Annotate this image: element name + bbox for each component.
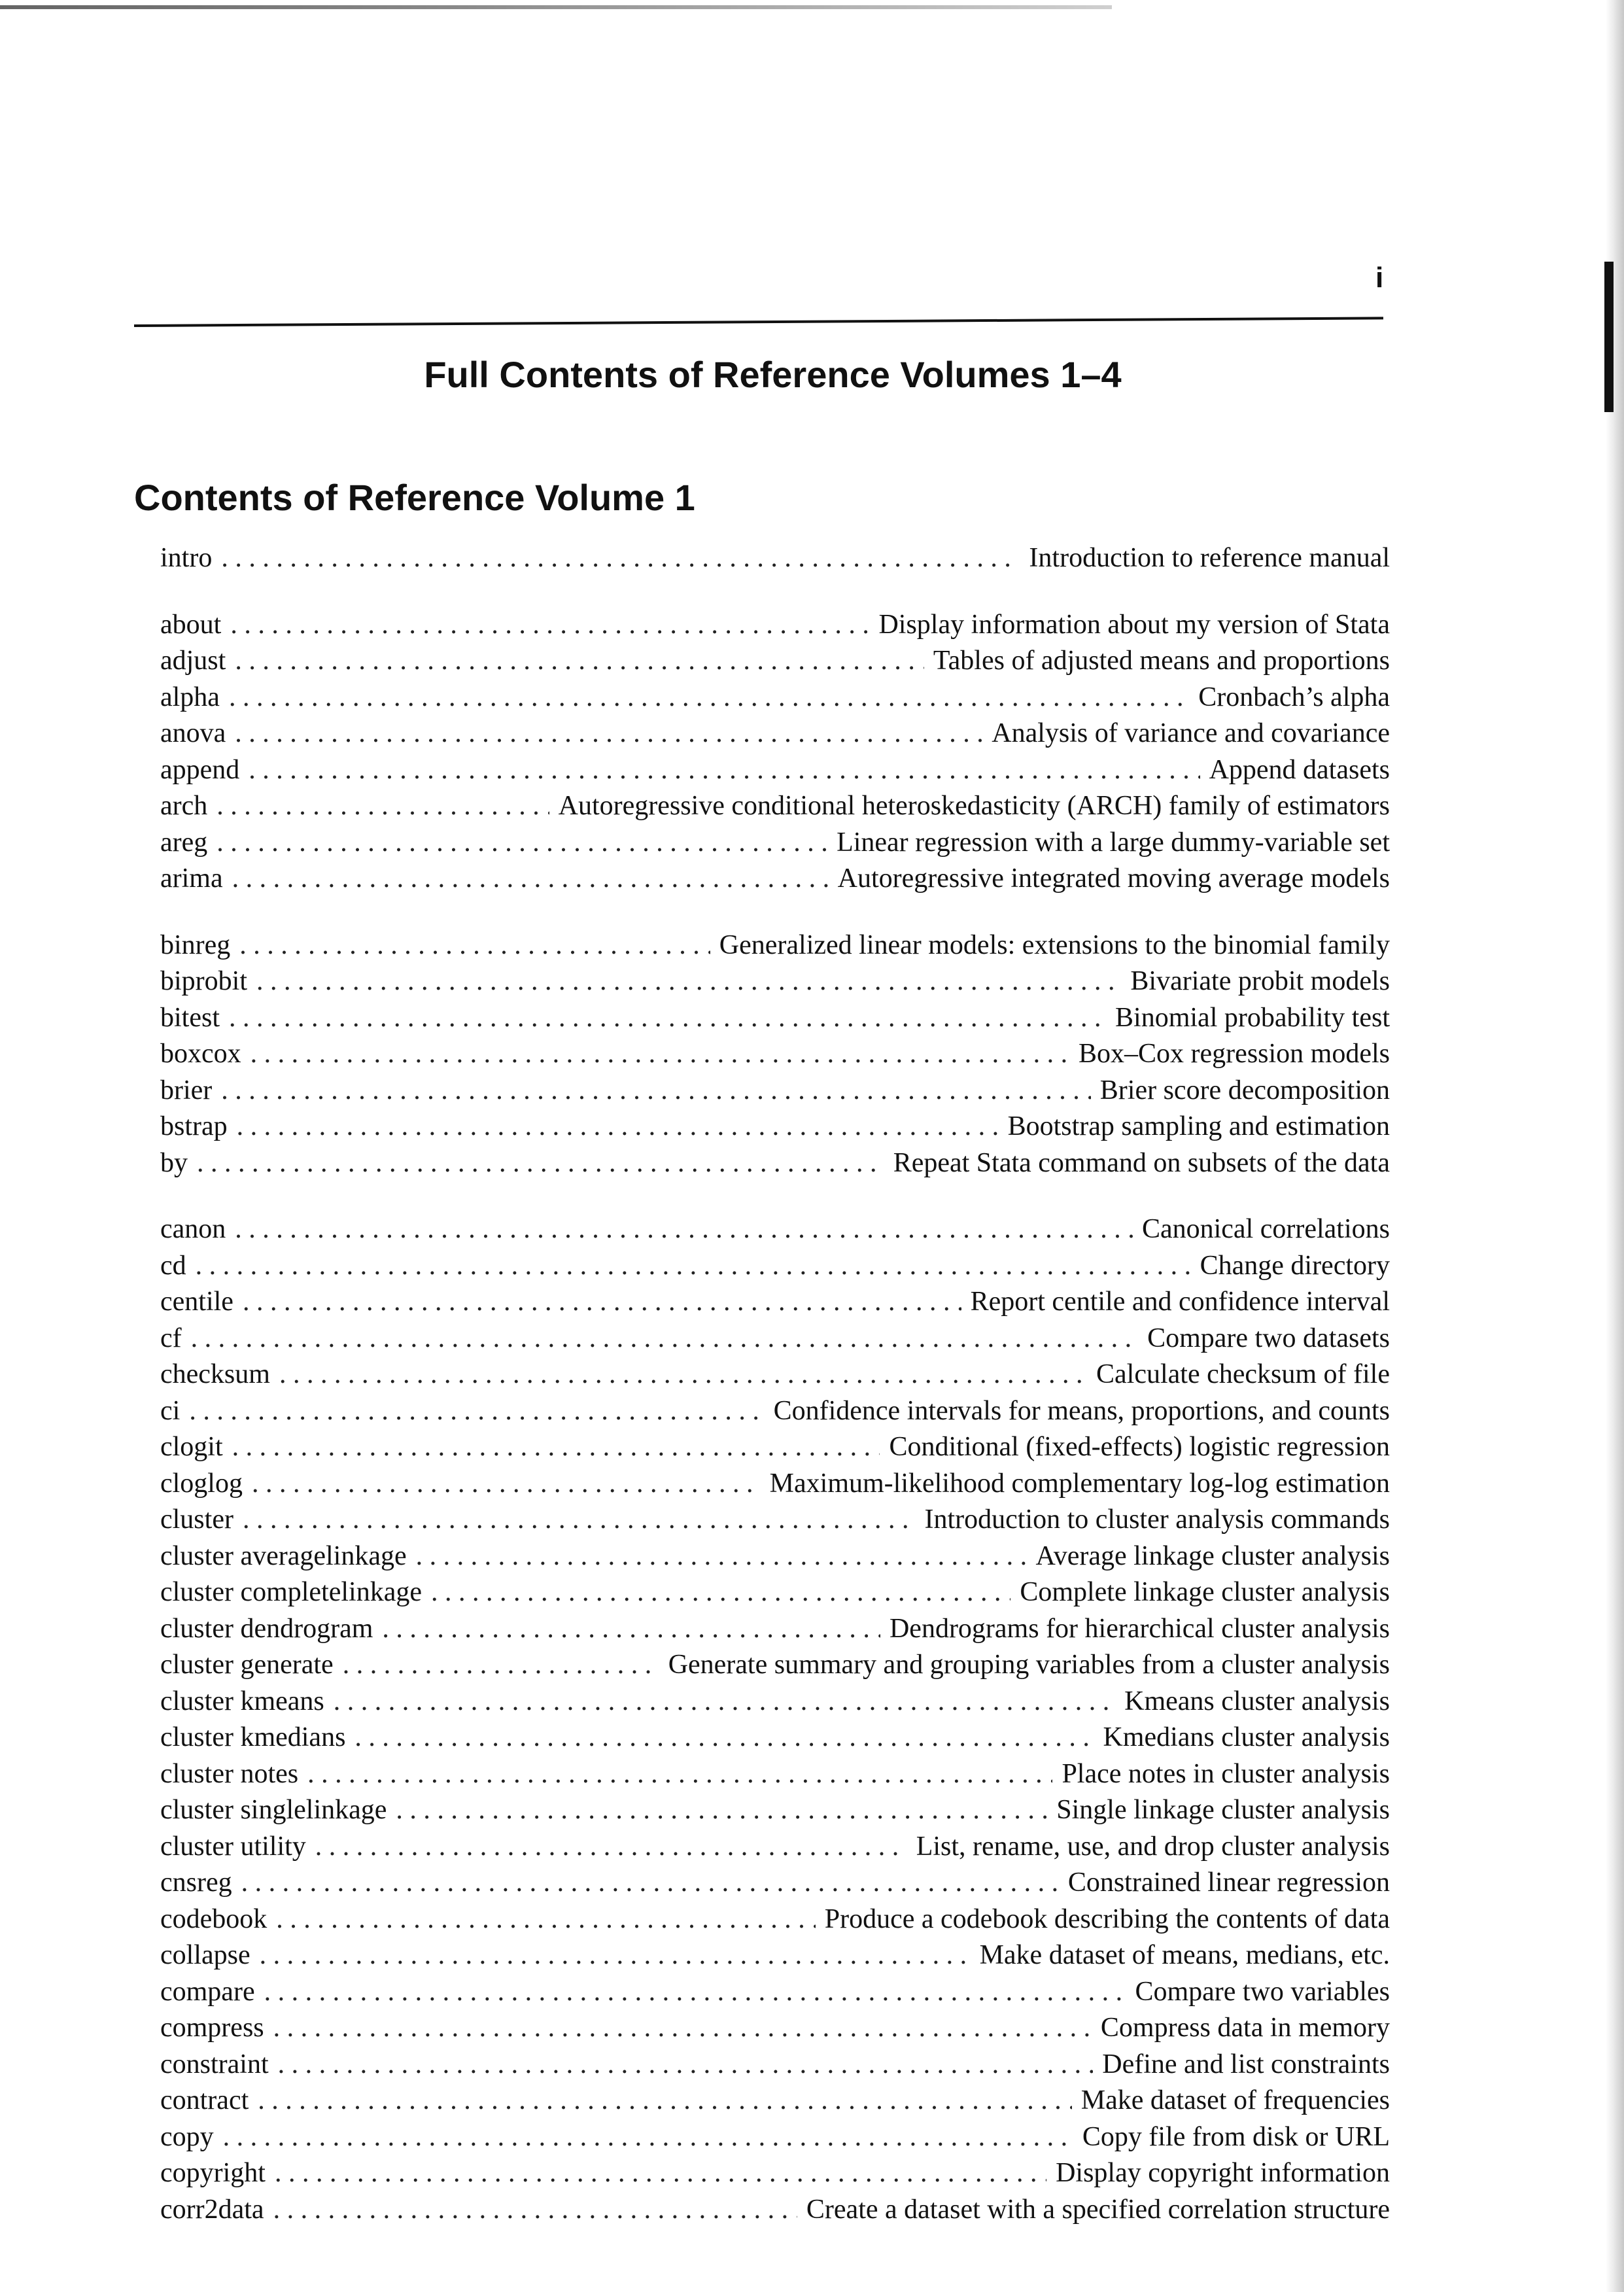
toc-command: anova: [160, 718, 226, 748]
toc-description: Introduction to cluster analysis commands: [924, 1504, 1390, 1535]
toc-description: Canonical correlations: [1141, 1214, 1390, 1244]
dot-leader: [307, 1756, 1052, 1793]
toc-description: Create a dataset with a specified correlation structure: [806, 2194, 1390, 2225]
toc-entry: [160, 1684, 1390, 1720]
toc-entry: [160, 1284, 1390, 1321]
toc-description: Kmeans cluster analysis: [1124, 1686, 1390, 1716]
toc-entry: [160, 1792, 1390, 1829]
toc-command: cluster: [160, 1504, 233, 1535]
dot-leader: [396, 1792, 1047, 1829]
dot-leader: [279, 1357, 1087, 1393]
toc-entry: [160, 861, 1390, 897]
dot-leader: [235, 643, 924, 680]
dot-leader: [237, 1109, 999, 1145]
dot-leader: [343, 1647, 659, 1684]
toc-entry: [160, 1720, 1390, 1756]
dot-leader: [221, 1073, 1090, 1109]
toc-command: intro: [160, 543, 213, 573]
dot-leader: [256, 964, 1121, 1000]
toc-command: bitest: [160, 1002, 220, 1033]
dot-leader: [251, 1036, 1069, 1073]
scan-edge-top: [0, 5, 1112, 9]
toc-entry: [160, 1109, 1390, 1145]
toc-command: cluster kmeans: [160, 1686, 324, 1716]
toc-description: Change directory: [1200, 1250, 1390, 1281]
dot-leader: [189, 1393, 764, 1430]
toc-entry: [160, 1145, 1390, 1182]
toc-description: Make dataset of frequencies: [1080, 2085, 1390, 2115]
toc-description: Dendrograms for hierarchical cluster analysis: [889, 1613, 1390, 1644]
toc-command: contract: [160, 2085, 249, 2115]
toc-description: Report centile and confidence interval: [970, 1287, 1390, 1317]
toc-entry: [160, 2155, 1390, 2192]
toc-command: cluster completelinkage: [160, 1577, 423, 1607]
dot-leader: [191, 1321, 1138, 1357]
toc-entry: [160, 964, 1390, 1000]
dot-leader: [382, 1611, 880, 1648]
toc-description: Bivariate probit models: [1130, 966, 1390, 996]
toc-description: Autoregressive integrated moving average models: [837, 863, 1390, 894]
dot-leader: [275, 2155, 1046, 2192]
toc-description: Copy file from disk or URL: [1082, 2121, 1390, 2152]
toc-command: cluster singlelinkage: [160, 1795, 387, 1825]
toc-description: Brier score decomposition: [1099, 1075, 1390, 1105]
toc-entry: [160, 752, 1390, 789]
toc-description: Single linkage cluster analysis: [1056, 1795, 1390, 1825]
toc-entry: [160, 1211, 1390, 1248]
dot-leader: [221, 540, 1020, 577]
toc-description: Display copyright information: [1056, 2158, 1390, 2188]
toc-description: Analysis of variance and covariance: [992, 718, 1390, 748]
toc-entry: [160, 1829, 1390, 1866]
dot-leader: [334, 1684, 1115, 1720]
toc-description: Append datasets: [1209, 754, 1390, 785]
toc-description: Bootstrap sampling and estimation: [1007, 1111, 1390, 1141]
dot-leader: [197, 1145, 884, 1182]
toc-command: corr2data: [160, 2194, 264, 2225]
toc-entry: [160, 1937, 1390, 1974]
toc-command: areg: [160, 827, 208, 858]
toc-description: Repeat Stata command on subsets of the data: [893, 1147, 1390, 1178]
toc-command: centile: [160, 1287, 233, 1317]
toc-description: Display information about my version of Stata: [878, 609, 1390, 640]
toc-entry: [160, 680, 1390, 716]
dot-leader: [232, 1429, 880, 1466]
toc-command: about: [160, 609, 222, 640]
toc-entry: [160, 1647, 1390, 1684]
toc-command: append: [160, 754, 240, 785]
toc-description: Maximum-likelihood complementary log-log estimation: [769, 1468, 1390, 1499]
toc-command: adjust: [160, 646, 226, 676]
toc-command: arch: [160, 791, 208, 821]
toc-command: binreg: [160, 929, 231, 960]
toc-description: Calculate checksum of file: [1096, 1359, 1390, 1389]
dot-leader: [249, 752, 1200, 789]
toc-entry: [160, 2083, 1390, 2119]
toc-command: copyright: [160, 2158, 266, 2188]
toc-entry: [160, 2192, 1390, 2229]
dot-leader: [232, 861, 829, 897]
toc-description: Tables of adjusted means and proportions: [933, 646, 1390, 676]
dot-leader: [258, 2083, 1071, 2119]
toc-entry: [160, 716, 1390, 752]
toc-entry: [160, 1429, 1390, 1466]
toc-group: [160, 1211, 1390, 2228]
dot-leader: [354, 1720, 1094, 1756]
toc-entry: [160, 1502, 1390, 1538]
toc-group: [160, 607, 1390, 897]
toc-entry: [160, 1974, 1390, 2011]
toc-command: arima: [160, 863, 223, 894]
dot-leader: [216, 825, 827, 861]
dot-leader: [235, 716, 982, 752]
toc-description: Place notes in cluster analysis: [1062, 1758, 1390, 1789]
dot-leader: [243, 1284, 961, 1321]
toc-description: Generate summary and grouping variables from a cluster analysis: [668, 1650, 1390, 1680]
toc-description: Introduction to reference manual: [1029, 543, 1390, 573]
toc-command: cluster dendrogram: [160, 1613, 373, 1644]
toc-description: List, rename, use, and drop cluster analysis: [916, 1831, 1390, 1862]
toc-command: cloglog: [160, 1468, 243, 1499]
toc-command: cf: [160, 1323, 182, 1353]
toc-description: Complete linkage cluster analysis: [1020, 1577, 1390, 1607]
toc-entry: [160, 1466, 1390, 1502]
toc-description: Cronbach’s alpha: [1198, 682, 1390, 712]
toc-command: biprobit: [160, 966, 247, 996]
dot-leader: [273, 2192, 797, 2229]
page-title: [0, 353, 1624, 396]
dot-leader: [223, 2119, 1073, 2156]
toc-entry: [160, 1901, 1390, 1938]
dot-leader: [273, 2010, 1092, 2047]
toc-description: Define and list constraints: [1102, 2049, 1390, 2079]
toc-description: Box–Cox regression models: [1079, 1039, 1390, 1069]
toc-command: canon: [160, 1214, 226, 1244]
toc-entry: [160, 928, 1390, 964]
dot-leader: [264, 1974, 1126, 2011]
toc-description: Binomial probability test: [1115, 1002, 1390, 1033]
dot-leader: [239, 928, 710, 964]
toc-command: boxcox: [160, 1039, 241, 1069]
toc-command: alpha: [160, 682, 220, 712]
dot-leader: [230, 607, 869, 644]
dot-leader: [252, 1466, 761, 1502]
toc-entry: [160, 1611, 1390, 1648]
dot-leader: [216, 788, 549, 825]
toc-entry: [160, 643, 1390, 680]
toc-entry: [160, 1073, 1390, 1109]
toc-entry: [160, 825, 1390, 861]
toc-entry: [160, 1036, 1390, 1073]
toc-entry: [160, 2119, 1390, 2156]
toc-entry: [160, 1865, 1390, 1901]
toc-entry: [160, 1357, 1390, 1393]
toc-command: compare: [160, 1976, 255, 2007]
toc-entry: [160, 607, 1390, 644]
toc-command: cluster notes: [160, 1758, 299, 1789]
toc-command: copy: [160, 2121, 214, 2152]
toc-command: cluster kmedians: [160, 1722, 346, 1752]
toc-command: cluster utility: [160, 1831, 306, 1862]
toc-command: constraint: [160, 2049, 269, 2079]
toc-entry: [160, 1756, 1390, 1793]
toc-description: Generalized linear models: extensions to the binomial family: [719, 929, 1390, 960]
table-of-contents: [160, 540, 1390, 2258]
toc-entry: [160, 2047, 1390, 2083]
page-title-text: Full Contents of Reference Volumes 1–4: [424, 354, 1122, 395]
dot-leader: [241, 1865, 1059, 1901]
dot-leader: [315, 1829, 907, 1866]
toc-command: cluster averagelinkage: [160, 1540, 407, 1571]
toc-entry: [160, 1321, 1390, 1357]
toc-command: ci: [160, 1395, 181, 1426]
toc-description: Confidence intervals for means, proportions, and counts: [773, 1395, 1390, 1426]
toc-command: compress: [160, 2013, 264, 2043]
toc-command: bstrap: [160, 1111, 228, 1141]
toc-description: Constrained linear regression: [1067, 1867, 1390, 1898]
toc-command: codebook: [160, 1903, 268, 1934]
toc-description: Kmedians cluster analysis: [1103, 1722, 1390, 1752]
dot-leader: [276, 1901, 815, 1938]
toc-command: checksum: [160, 1359, 270, 1389]
toc-command: cluster generate: [160, 1650, 334, 1680]
toc-command: collapse: [160, 1940, 251, 1970]
dot-leader: [196, 1248, 1191, 1285]
dot-leader: [278, 2047, 1094, 2083]
toc-command: cnsreg: [160, 1867, 232, 1898]
dot-leader: [431, 1574, 1011, 1611]
dot-leader: [235, 1211, 1133, 1248]
toc-description: Average linkage cluster analysis: [1035, 1540, 1390, 1571]
dot-leader: [260, 1937, 971, 1974]
toc-description: Linear regression with a large dummy-variable set: [837, 827, 1390, 858]
toc-group: [160, 540, 1390, 577]
toc-description: Compare two datasets: [1147, 1323, 1390, 1353]
page-number: i: [1375, 262, 1384, 294]
dot-leader: [229, 1000, 1106, 1037]
toc-entry: [160, 1393, 1390, 1430]
header-rule: [134, 317, 1383, 327]
toc-description: Compare two variables: [1135, 1976, 1390, 2007]
dot-leader: [229, 680, 1189, 716]
toc-command: by: [160, 1147, 188, 1178]
toc-entry: [160, 2010, 1390, 2047]
toc-description: Conditional (fixed-effects) logistic regression: [889, 1432, 1390, 1462]
toc-description: Make dataset of means, medians, etc.: [979, 1940, 1390, 1970]
toc-command: clogit: [160, 1432, 223, 1462]
toc-group: [160, 928, 1390, 1182]
section-heading: Contents of Reference Volume 1: [134, 477, 695, 518]
toc-description: Compress data in memory: [1100, 2013, 1390, 2043]
toc-description: Produce a codebook describing the contents of data: [824, 1903, 1390, 1934]
toc-entry: [160, 1000, 1390, 1037]
toc-entry: [160, 1574, 1390, 1611]
toc-entry: [160, 1248, 1390, 1285]
toc-command: brier: [160, 1075, 213, 1105]
toc-description: Autoregressive conditional heteroskedasticity (ARCH) family of estimators: [558, 791, 1390, 821]
dot-leader: [416, 1538, 1027, 1575]
toc-entry: [160, 1538, 1390, 1575]
toc-command: cd: [160, 1250, 186, 1281]
toc-entry: [160, 788, 1390, 825]
toc-entry: [160, 540, 1390, 577]
dot-leader: [243, 1502, 916, 1538]
